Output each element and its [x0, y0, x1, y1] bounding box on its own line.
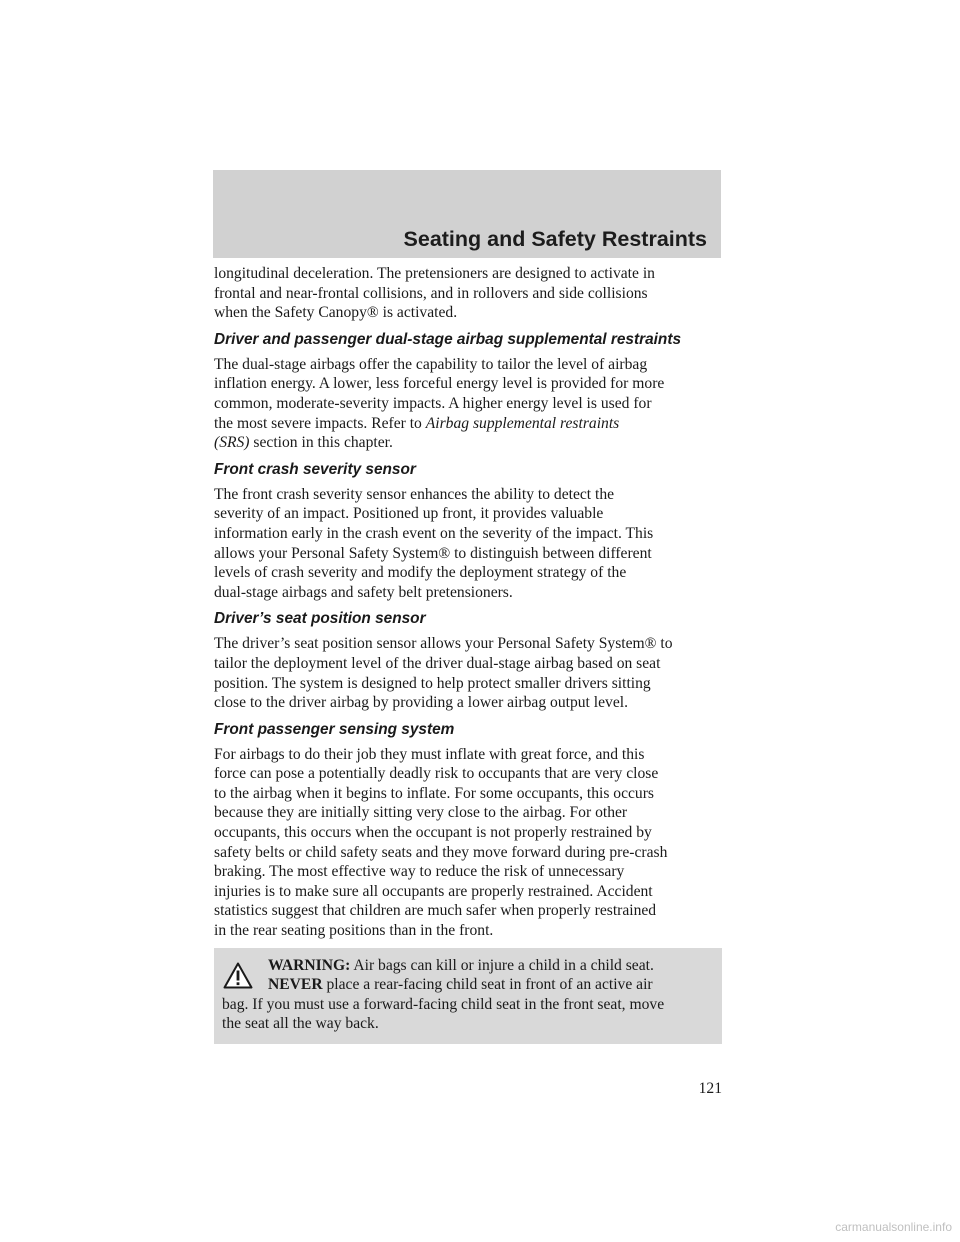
text-line: allows your Personal Safety System® to distinguish between different: [214, 544, 652, 562]
page-number: 121: [698, 1080, 722, 1097]
text-line: common, moderate-severity impacts. A higher energy level is used for: [214, 394, 652, 412]
text-line: tailor the deployment level of the driver dual-stage airbag based on seat: [214, 654, 661, 672]
text-line: The driver’s seat position sensor allows your Personal Safety System® to: [214, 635, 673, 653]
never-label: NEVER: [268, 976, 323, 994]
text-line: because they are initially sitting very close to the airbag. For other: [214, 804, 628, 822]
text-line: dual-stage airbags and safety belt pretensioners.: [214, 583, 513, 601]
text-line: [214, 433, 722, 453]
text-line: severity of an impact. Positioned up front, it provides valuable: [214, 505, 604, 523]
ref-prefix: the most severe impacts. Refer to: [214, 414, 426, 432]
text-line: braking. The most effective way to reduce the risk of unnecessary: [214, 863, 625, 881]
warning-box: [214, 948, 722, 1044]
text-line: [214, 414, 722, 434]
crash-severity-paragraph: [214, 485, 722, 603]
warning-line: the seat all the way back.: [222, 1015, 379, 1033]
text-line: The dual-stage airbags offer the capability to tailor the level of airbag: [214, 355, 648, 373]
text-line: when the Safety Canopy® is activated.: [214, 304, 458, 322]
dual-stage-paragraph: [214, 355, 722, 453]
heading-seat-position-sensor: Driver’s seat position sensor: [214, 610, 426, 628]
srs-reference-cont: (SRS): [214, 434, 250, 452]
text-line: frontal and near-frontal collisions, and in rollovers and side collisions: [214, 284, 648, 302]
text-line: For airbags to do their job they must inflate with great force, and this: [214, 745, 645, 763]
text-line: occupants, this occurs when the occupant is not properly restrained by: [214, 824, 652, 842]
text-line: position. The system is designed to help protect smaller drivers sitting: [214, 674, 651, 692]
text-line: levels of crash severity and modify the deployment strategy of the: [214, 564, 627, 582]
text-line: longitudinal deceleration. The pretensioners are designed to activate in: [214, 265, 655, 282]
srs-reference: Airbag supplemental restraints: [425, 414, 620, 432]
section-title: Seating and Safety Restraints: [403, 227, 707, 251]
warning-text: place a rear-facing child seat in front of an active air: [322, 976, 653, 994]
text-line: safety belts or child safety seats and they move forward during pre-crash: [214, 843, 668, 861]
warning-text: Air bags can kill or injure a child in a child seat.: [350, 956, 654, 974]
warning-line: [222, 975, 714, 995]
warning-line: bag. If you must use a forward-facing child seat in the front seat, move: [222, 995, 665, 1013]
warning-label: WARNING:: [268, 956, 351, 974]
heading-passenger-sensing: Front passenger sensing system: [214, 720, 455, 738]
text-line: close to the driver airbag by providing a lower airbag output level.: [214, 694, 628, 712]
text-line: injuries is to make sure all occupants are properly restrained. Accident: [214, 882, 653, 900]
section-header: [213, 170, 721, 258]
passenger-sensing-paragraph: [214, 745, 722, 941]
text-line: inflation energy. A lower, less forceful energy level is provided for more: [214, 375, 665, 393]
watermark: carmanualsonline.info: [835, 1220, 952, 1234]
warning-triangle-icon: [223, 962, 253, 989]
page-content: [214, 264, 722, 1044]
text-line: statistics suggest that children are much safer when properly restrained: [214, 902, 657, 920]
text-line: force can pose a potentially deadly risk to occupants that are very close: [214, 765, 659, 783]
warning-line: [222, 956, 714, 976]
ref-suffix: section in this chapter.: [249, 434, 393, 452]
heading-crash-severity-sensor: Front crash severity sensor: [214, 460, 416, 478]
text-line: The front crash severity sensor enhances the ability to detect the: [214, 485, 615, 503]
text-line: in the rear seating positions than in the front.: [214, 922, 494, 940]
heading-dual-stage-airbags: Driver and passenger dual-stage airbag supplemental restraints: [214, 330, 682, 348]
text-line: to the airbag when it begins to inflate. For some occupants, this occurs: [214, 784, 654, 802]
intro-paragraph: [214, 264, 722, 323]
text-line: information early in the crash event on the severity of the impact. This: [214, 524, 654, 542]
seat-position-paragraph: [214, 634, 722, 712]
